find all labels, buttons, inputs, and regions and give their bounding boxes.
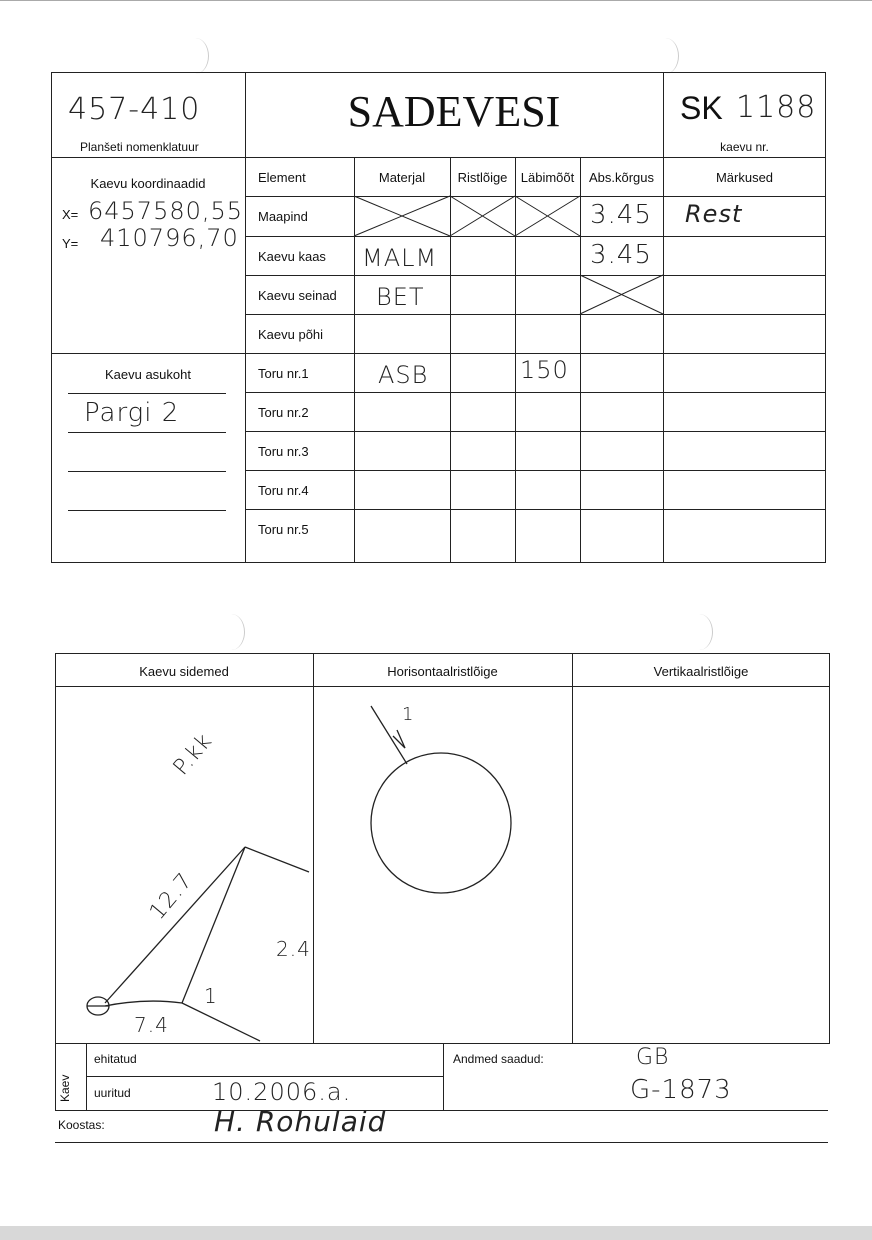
- crossed-cells: [0, 0, 872, 600]
- location-caption: Kaevu asukoht: [104, 367, 191, 382]
- cell-diameter-pipe1: 150: [520, 356, 569, 384]
- data-received-initials: GB: [636, 1045, 670, 1070]
- page-title: SADEVESI: [347, 87, 561, 136]
- y-coordinate: 410796,70: [100, 224, 239, 252]
- row-element: Kaevu seinad: [258, 288, 337, 303]
- row-element: Toru nr.5: [258, 522, 309, 537]
- col-header-diameter: Läbimõõt: [520, 170, 575, 185]
- coordinates-caption: Kaevu koordinaadid: [90, 176, 206, 191]
- well-number: 1188: [736, 90, 817, 125]
- location-text: Pargi 2: [84, 398, 180, 428]
- author-signature: H. Rohulaid: [214, 1105, 387, 1138]
- section-horizontal: Horisontaalristlõige: [387, 664, 498, 679]
- x-coordinate: 6457580,55: [88, 197, 244, 225]
- sketch-distance-c: 7.4: [134, 1013, 169, 1037]
- horizontal-section-drawing: [313, 686, 572, 1044]
- punch-hole: [686, 614, 713, 650]
- built-label: ehitatud: [94, 1052, 137, 1066]
- sketch-distance-b: 2.4: [276, 937, 311, 961]
- cell-material-pipe1: ASB: [378, 361, 429, 389]
- surveyed-date: 10.2006.a.: [212, 1078, 352, 1106]
- pipe-label: 1: [402, 704, 415, 725]
- row-element: Kaevu põhi: [258, 327, 324, 342]
- row-element: Toru nr.2: [258, 405, 309, 420]
- row-element: Toru nr.1: [258, 366, 309, 381]
- row-element: Maapind: [258, 209, 308, 224]
- x-label: X=: [62, 207, 79, 222]
- data-received-code: G-1873: [630, 1075, 732, 1105]
- author-label: Koostas:: [58, 1118, 105, 1132]
- cell-elevation-ground: 3.45: [590, 200, 652, 230]
- col-header-elevation: Abs.kõrgus: [588, 170, 655, 185]
- well-caption: kaevu nr.: [720, 140, 769, 154]
- kaev-label: Kaev: [58, 1074, 72, 1102]
- data-received-label: Andmed saadud:: [453, 1052, 544, 1066]
- surveyed-label: uuritud: [94, 1086, 131, 1100]
- sheet-caption: Planšeti nomenklatuur: [80, 140, 199, 154]
- cell-material-walls: BET: [376, 283, 425, 311]
- well-prefix: SK: [680, 90, 723, 126]
- col-header-element: Element: [258, 170, 306, 185]
- sketch-distance-a: 12.7: [144, 868, 199, 925]
- sketch-distance-d: 1: [204, 984, 218, 1008]
- col-header-remarks: Märkused: [715, 170, 774, 185]
- cell-remarks-ground: Rest: [685, 200, 743, 228]
- row-element: Toru nr.4: [258, 483, 309, 498]
- sketch-ref-label: P.kk: [168, 728, 218, 781]
- cell-elevation-lid: 3.45: [590, 240, 652, 270]
- cell-material-lid: MALM: [362, 244, 438, 272]
- section-vertical: Vertikaalristlõige: [653, 664, 749, 679]
- row-element: Toru nr.3: [258, 444, 309, 459]
- punch-hole: [218, 614, 245, 650]
- y-label: Y=: [62, 236, 79, 251]
- row-element: Kaevu kaas: [258, 249, 326, 264]
- col-header-material: Materjal: [378, 170, 426, 185]
- ties-sketch: [55, 686, 313, 1044]
- col-header-cross-section: Ristlõige: [457, 170, 508, 185]
- section-ties: Kaevu sidemed: [139, 664, 229, 679]
- scan-bottom-edge: [0, 1226, 872, 1240]
- sheet-number: 457-410: [68, 92, 201, 127]
